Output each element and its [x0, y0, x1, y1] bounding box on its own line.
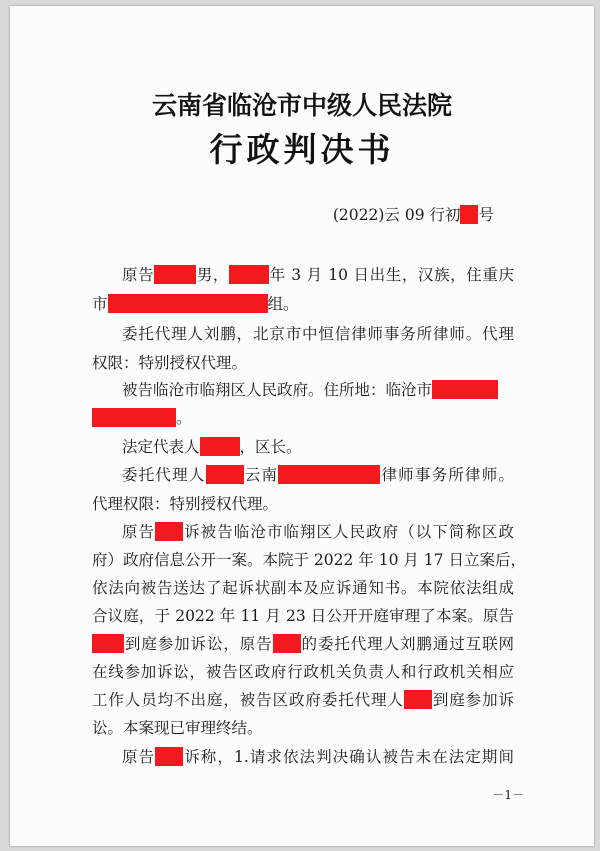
redaction-block — [155, 522, 183, 541]
redaction-block — [432, 380, 498, 399]
plaintiff-line-2 — [92, 294, 299, 316]
agent2-line-1 — [122, 465, 514, 487]
defendant-line-2 — [92, 408, 192, 430]
p1-line7-b: 到庭参加诉 — [431, 691, 514, 709]
redaction-block — [206, 465, 244, 484]
paragraph1-line-6: 在线参加诉讼，被告区政府行政机关负责人和行政机关相应 — [92, 663, 514, 681]
paragraph1-line-8: 讼。本案现已审理终结。 — [92, 719, 263, 737]
paragraph1-line-2: 府）政府信息公开一案。本院于 2022 年 10 月 17 日立案后， — [92, 551, 526, 569]
page-number: －1－ — [492, 788, 524, 802]
agent2-line-2: 代理权限：特别授权代理。 — [92, 495, 279, 513]
paragraph1-line-1 — [122, 522, 514, 544]
agent1-line-1: 委托代理人刘鹏，北京市中恒信律师事务所律师。代理 — [122, 325, 514, 343]
agent2-mid: 云南 — [243, 466, 279, 484]
legal-rep-prefix: 法定代表人 — [122, 438, 200, 456]
defendant-end: 。 — [176, 409, 192, 427]
address-suffix: 组。 — [267, 295, 299, 313]
p2-rest: 诉称，1.请求依法判决确认被告未在法定期间 — [183, 748, 514, 766]
case-number-suffix: 号 — [478, 206, 494, 224]
plaintiff-label: 原告 — [122, 266, 155, 284]
legal-rep-suffix: ，区长。 — [239, 438, 302, 456]
paragraph2-line-1 — [122, 747, 514, 769]
p1-line5-b: 的委托代理人刘鹏通过互联网 — [300, 635, 514, 653]
redaction-block — [229, 265, 269, 284]
paragraph1-line-7 — [92, 690, 514, 712]
p1-line1-rest: 诉被告临沧市临翔区人民政府（以下简称区政 — [183, 523, 514, 541]
redaction-block — [92, 634, 124, 653]
redaction-block — [92, 408, 176, 427]
redaction-block — [155, 747, 183, 766]
defendant-line-1 — [122, 380, 498, 402]
plaintiff-birth: 年 3 月 10 日出生，汉族，住重庆 — [269, 266, 514, 284]
paragraph1-line-3: 依法向被告送达了起诉状副本及应诉通知书。本院依法组成 — [92, 579, 514, 597]
p1-line5-a: 到庭参加诉讼，原告 — [124, 635, 273, 653]
redaction-block — [278, 465, 380, 484]
defendant-text: 被告临沧市临翔区人民政府。住所地：临沧市 — [122, 381, 433, 399]
agent1-line-2: 权限：特别授权代理。 — [92, 354, 248, 372]
p2-prefix: 原告 — [122, 748, 156, 766]
agent2-prefix: 委托代理人 — [122, 466, 206, 484]
legal-representative — [122, 437, 302, 459]
address-prefix: 市 — [92, 295, 108, 313]
agent2-suffix: 律师事务所律师。 — [380, 466, 514, 484]
paragraph1-line-4: 合议庭，于 2022 年 11 月 23 日公开开庭审理了本案。原告 — [92, 607, 514, 625]
p1-prefix: 原告 — [122, 523, 156, 541]
document-page — [10, 6, 594, 846]
redaction-block — [154, 265, 196, 284]
redaction-block — [460, 205, 478, 224]
p1-line7-a: 工作人员均不出庭，被告区政府委托代理人 — [92, 691, 404, 709]
plaintiff-line-1 — [122, 265, 514, 287]
court-name: 云南省临沧市中级人民法院 — [151, 91, 452, 120]
redaction-block — [108, 294, 268, 313]
document-title: 行政判决书 — [209, 130, 395, 169]
case-number-prefix: (2022)云 09 行初 — [332, 206, 461, 224]
case-number — [333, 203, 494, 225]
redaction-block — [404, 690, 432, 709]
redaction-block — [200, 437, 240, 456]
redaction-block — [273, 634, 301, 653]
paragraph1-line-5 — [92, 634, 514, 656]
plaintiff-gender: 男， — [196, 266, 230, 284]
